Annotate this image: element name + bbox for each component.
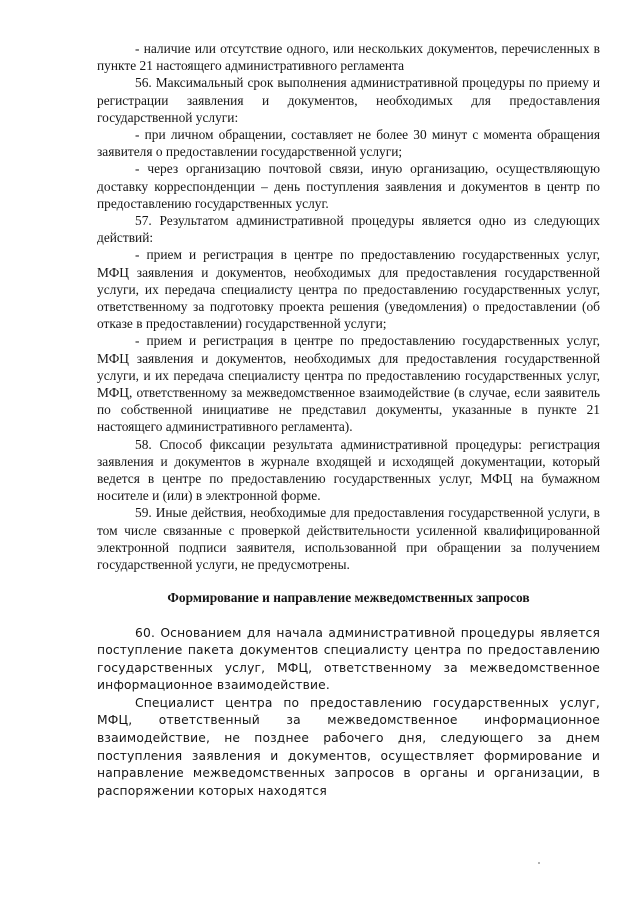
paragraph-60: 60. Основанием для начала административной процедуры является поступление пакета документов специалисту центра по предоставлению государственных услуг, МФЦ, ответственному за межведомственное информационное взаимодействие.	[97, 625, 600, 693]
list-item-personal-visit: - при личном обращении, составляет не более 30 минут с момента обращения заявителя о предоставлении государственной услуги;	[97, 127, 600, 160]
paragraph-56: 56. Максимальный срок выполнения административной процедуры по приему и регистрации заявления и документов, необходимых для предоставления государственной услуги:	[97, 75, 600, 125]
paragraph-58: 58. Способ фиксации результата административной процедуры: регистрация заявления и документов в журнале входящей и исходящей документации, который ведется в центре по предоставлению государственных услуг, МФЦ на бумажном носителе и (или) в электронной форме.	[97, 436, 600, 504]
scan-speck	[538, 862, 540, 864]
section-heading: Формирование и направление межведомственных запросов	[167, 590, 530, 606]
list-item-postal: - через организацию почтовой связи, иную организацию, осуществляющую доставку корреспонденции – день поступления заявления и документов в центр по предоставлению государственных услуг.	[97, 161, 600, 211]
paragraph-59: 59. Иные действия, необходимые для предоставления государственной услуги, в том числе связанные с проверкой действительности усиленной квалифицированной электронной подписи заявителя, использованной при обращении за получением государственной услуги, не предусмотрены.	[97, 505, 600, 573]
list-item-result-2: - прием и регистрация в центре по предоставлению государственных услуг, МФЦ заявления и документов, необходимых для предоставления государственной услуги, и их передача специалисту центра по предоставлению государственных услуг, МФЦ, ответственному за межведомственное взаимодействие (в случае, если заявитель по собственной инициативе не представил документы, указанные в пункте 21 настоящего административного регламента).	[97, 333, 600, 435]
paragraph-60-specialist: Специалист центра по предоставлению государственных услуг, МФЦ, ответственный за межведомственное информационное взаимодействие, не позднее рабочего дня, следующего за днем поступления заявления и документов, осуществляет формирование и направление межведомственных запросов в органы и организации, в распоряжении которых находятся	[97, 695, 600, 798]
paragraph-item-55-list-end: - наличие или отсутствие одного, или нескольких документов, перечисленных в пункте 21 настоящего административного регламента	[97, 41, 600, 74]
list-item-result-1: - прием и регистрация в центре по предоставлению государственных услуг, МФЦ заявления и документов, необходимых для предоставления государственной услуги, их передача специалисту центра по предоставлению государственных услуг, ответственному за подготовку проекта решения (уведомления) о предоставлении (об отказе в предоставлении) государственной услуги;	[97, 247, 600, 332]
paragraph-57: 57. Результатом административной процедуры является одно из следующих действий:	[97, 213, 600, 246]
document-page	[97, 40, 600, 800]
